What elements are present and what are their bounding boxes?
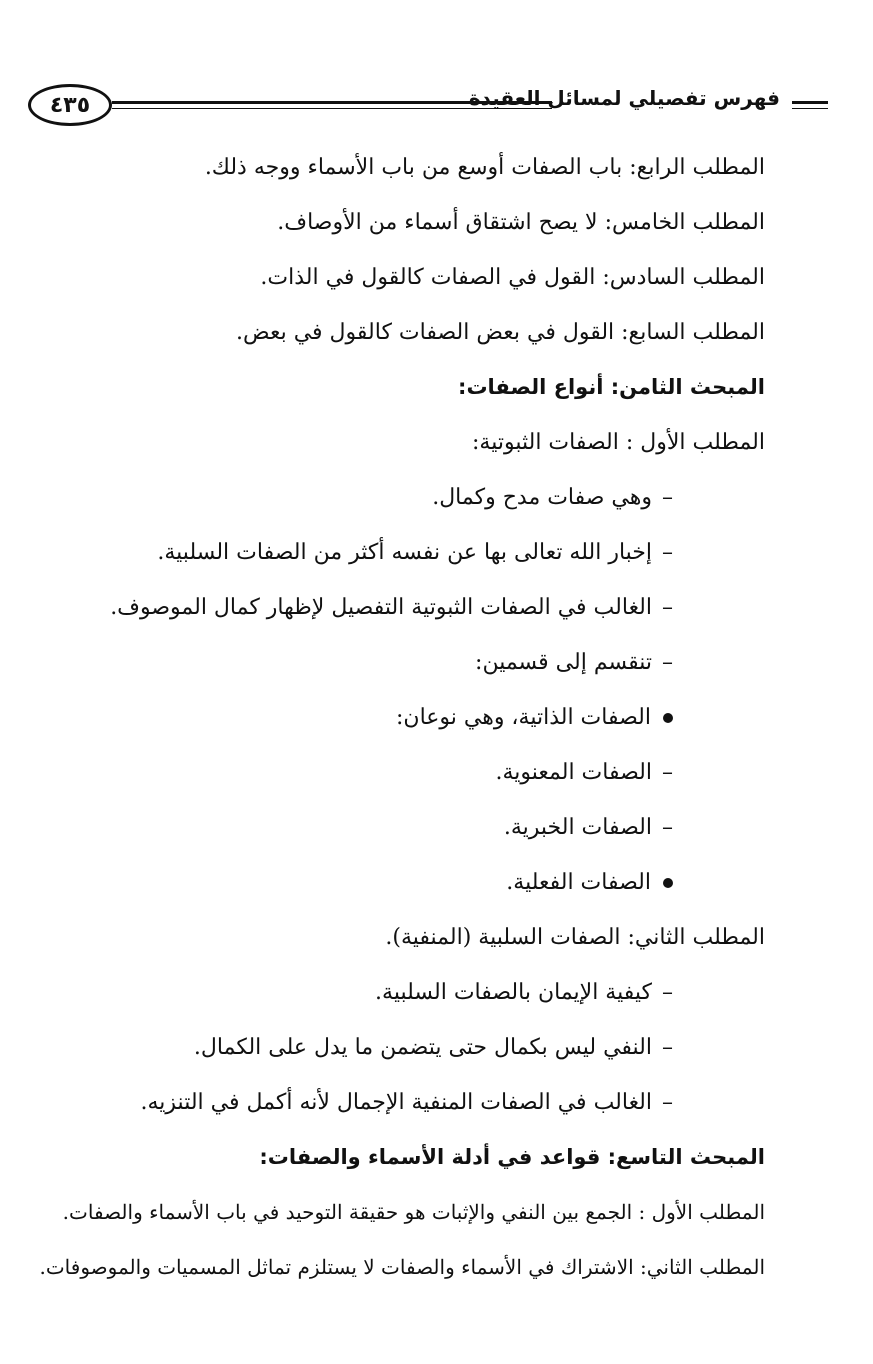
- line-text: الصفات الخبرية.: [503, 815, 652, 840]
- dash-marker: –: [662, 980, 673, 1005]
- index-line: [20, 910, 765, 965]
- page-number: ٤٣٥: [28, 84, 112, 126]
- line-text: المطلب الثاني: الاشتراك في الأسماء والصفات لا يستلزم تماثل المسميات والموصوفات.: [39, 1255, 765, 1279]
- bullet-marker: [663, 878, 673, 888]
- dash-item: [20, 635, 765, 690]
- dash-marker: –: [662, 540, 673, 565]
- dash-item: [20, 800, 765, 855]
- dash-marker: –: [662, 1035, 673, 1060]
- index-line: [20, 195, 765, 250]
- heading-text: المبحث الثامن: أنواع الصفات:: [458, 375, 765, 399]
- header-rule-short-thin: [792, 108, 828, 109]
- index-line: [20, 1240, 765, 1295]
- dash-item: [20, 1020, 765, 1075]
- dash-marker: –: [662, 1090, 673, 1115]
- line-text: وهي صفات مدح وكمال.: [432, 485, 652, 510]
- line-text: كيفية الإيمان بالصفات السلبية.: [375, 980, 652, 1005]
- dash-item: [20, 470, 765, 525]
- line-text: المطلب الأول : الجمع بين النفي والإثبات هو حقيقة التوحيد في باب الأسماء والصفات.: [62, 1200, 765, 1224]
- index-content: [20, 140, 765, 1295]
- line-text: النفي ليس بكمال حتى يتضمن ما يدل على الكمال.: [193, 1035, 652, 1060]
- dash-item: [20, 580, 765, 635]
- line-text: المطلب الثاني: الصفات السلبية (المنفية).: [385, 925, 765, 950]
- index-line: [20, 1185, 765, 1240]
- section-heading: [20, 360, 765, 415]
- dash-item: [20, 745, 765, 800]
- bullet-item: [20, 690, 765, 745]
- line-text: الغالب في الصفات المنفية الإجمال لأنه أكمل في التنزيه.: [140, 1090, 652, 1115]
- dash-marker: –: [662, 815, 673, 840]
- line-text: المطلب الخامس: لا يصح اشتقاق أسماء من الأوصاف.: [277, 210, 765, 235]
- line-text: المطلب الأول : الصفات الثبوتية:: [472, 430, 765, 455]
- dash-marker: –: [662, 595, 673, 620]
- dash-marker: –: [662, 760, 673, 785]
- line-text: الصفات الفعلية.: [506, 870, 651, 895]
- line-text: المطلب السابع: القول في بعض الصفات كالقول في بعض.: [236, 320, 765, 345]
- line-text: الصفات المعنوية.: [495, 760, 652, 785]
- line-text: المطلب الرابع: باب الصفات أوسع من باب الأسماء ووجه ذلك.: [204, 155, 765, 180]
- running-title: فهرس تفصيلي لمسائل العقيدة: [468, 86, 780, 110]
- dash-marker: –: [662, 650, 673, 675]
- line-text: تنقسم إلى قسمين:: [475, 650, 652, 675]
- index-line: [20, 305, 765, 360]
- dash-item: [20, 1075, 765, 1130]
- index-line: [20, 140, 765, 195]
- dash-item: [20, 965, 765, 1020]
- line-text: الغالب في الصفات الثبوتية التفصيل لإظهار كمال الموصوف.: [110, 595, 652, 620]
- heading-text: المبحث التاسع: قواعد في أدلة الأسماء والصفات:: [259, 1145, 765, 1169]
- bullet-item: [20, 855, 765, 910]
- dash-item: [20, 525, 765, 580]
- bullet-marker: [663, 713, 673, 723]
- header-rule-short: [792, 101, 828, 104]
- dash-marker: –: [662, 485, 673, 510]
- page-header: [28, 84, 828, 130]
- section-heading: [20, 1130, 765, 1185]
- index-line: [20, 250, 765, 305]
- line-text: إخبار الله تعالى بها عن نفسه أكثر من الصفات السلبية.: [157, 540, 652, 565]
- line-text: الصفات الذاتية، وهي نوعان:: [396, 705, 651, 730]
- index-line: [20, 415, 765, 470]
- line-text: المطلب السادس: القول في الصفات كالقول في الذات.: [260, 265, 765, 290]
